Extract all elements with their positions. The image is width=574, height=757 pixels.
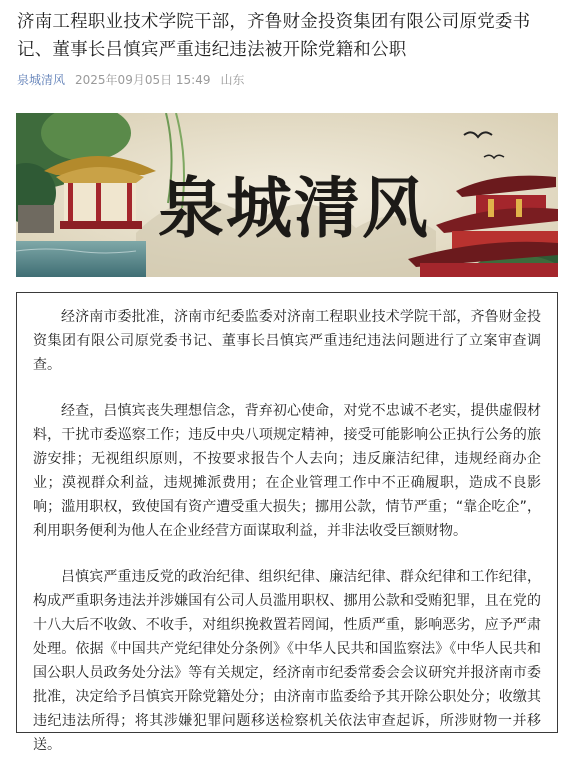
article-body bbox=[16, 292, 558, 753]
body-paragraph: 吕慎宾严重违反党的政治纪律、组织纪律、廉洁纪律、群众纪律和工作纪律，构成严重职务违法并涉嫌国有公司人员滥用职权、挪用公款和受贿犯罪，且在党的十八大后不收敛、不收手，对组织挽救置若罔闻，性质严重，影响恶劣，应予严肃处理。依据《中国共产党纪律处分条例》《中华人民共和国监察法》《中华人民共和国公职人员政务处分法》等有关规定，经济南市纪委常委会会议研究并报济南市委批准，决定给予吕慎宾开除党籍处分；由济南市监委给予其开除公职处分；收缴其违纪违法所得；将其涉嫌犯罪问题移送检察机关依法审查起诉，所涉财物一并移送。 bbox=[33, 569, 541, 753]
source-link[interactable]: 泉城清风 bbox=[17, 72, 66, 87]
publish-datetime: 2025年09月05日 15:49 bbox=[75, 72, 211, 87]
column-banner-image bbox=[16, 113, 558, 277]
body-paragraph: 经济南市委批准，济南市纪委监委对济南工程职业技术学院干部，齐鲁财金投资集团有限公司原党委书记、董事长吕慎宾严重违纪违法问题进行了立案审查调查。 bbox=[33, 309, 541, 373]
banner-illustration bbox=[16, 113, 558, 277]
article-title: 济南工程职业技术学院干部，齐鲁财金投资集团有限公司原党委书记、董事长吕慎宾严重违纪违法被开除党籍和公职 bbox=[17, 12, 531, 60]
banner-calligraphy: 泉城清风 bbox=[158, 169, 430, 247]
publish-location: 山东 bbox=[220, 72, 245, 87]
article-meta bbox=[17, 70, 245, 88]
body-paragraph: 经查，吕慎宾丧失理想信念，背弃初心使命，对党不忠诚不老实，提供虚假材料，干扰市委巡察工作；违反中央八项规定精神，接受可能影响公正执行公务的旅游安排；无视组织原则，不按要求报告个人去向；违反廉洁纪律，违规经商办企业；漠视群众利益，违规摊派费用；在企业管理工作中不正确履职，造成不良影响；滥用职权，致使国有资产遭受重大损失；挪用公款，情节严重；“靠企吃企”，利用职务便利为他人在企业经营方面谋取利益，并非法收受巨额财物。 bbox=[33, 403, 541, 539]
